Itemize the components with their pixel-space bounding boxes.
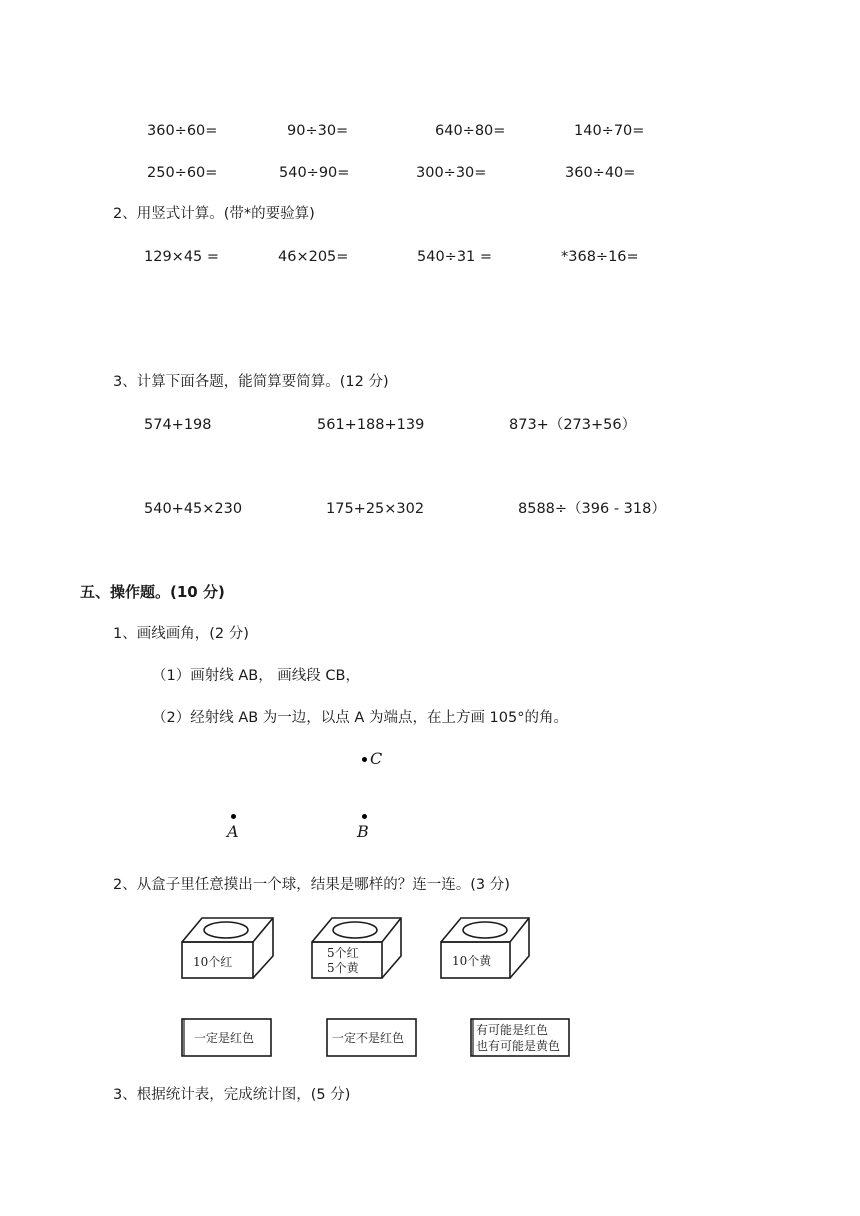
box-10-red: [182, 918, 273, 978]
calc-expr: 175+25×302: [326, 501, 425, 517]
point-a-dot: [231, 814, 236, 819]
box-10-yellow: [441, 918, 529, 978]
oral-expr: 360÷60=: [147, 123, 218, 139]
oral-expr: 540÷90=: [279, 165, 350, 181]
point-c-label: C: [370, 749, 383, 768]
calc-expr: 540+45×230: [144, 501, 243, 517]
s5-q1-title: 1、画线画角，(2 分): [113, 626, 249, 642]
calc-expr: 873+（273+56）: [509, 417, 637, 433]
s5-q1-sub2: （2）经射线 AB 为一边，以点 A 为端点，在上方画 105°的角。: [152, 710, 568, 726]
point-b-label: B: [357, 822, 369, 841]
calc-expr: 8588÷（396 - 318）: [518, 501, 666, 517]
result-1-text: 一定是红色: [194, 1031, 255, 1045]
oral-expr: 90÷30=: [287, 123, 349, 139]
s5-q2-title: 2、从盒子里任意摸出一个球，结果是哪样的？连一连。(3 分): [113, 877, 510, 893]
point-a-label: A: [227, 822, 239, 841]
box-2-line2: 5个黄: [327, 961, 359, 975]
vertical-calc-expr: 129×45 =: [144, 249, 220, 265]
result-2-text: 一定不是红色: [332, 1031, 405, 1045]
point-c-dot: [362, 757, 367, 762]
s5-q3-title: 3、根据统计表，完成统计图，(5 分): [113, 1087, 351, 1103]
oral-expr: 360÷40=: [565, 165, 636, 181]
box-2-line1: 5个红: [327, 946, 359, 960]
s5-q1-sub1: （1）画射线 AB， 画线段 CB，: [152, 668, 360, 684]
box-illustrations: [0, 908, 860, 1088]
section5-title: 五、操作题。(10 分): [80, 583, 225, 601]
box-1-line1: 10个红: [193, 955, 233, 969]
vertical-calc-expr: *368÷16=: [561, 249, 639, 265]
calc-expr: 561+188+139: [317, 417, 425, 433]
q3-title: 3、计算下面各题，能简算要简算。(12 分): [113, 374, 389, 390]
point-b-dot: [362, 814, 367, 819]
oral-expr: 250÷60=: [147, 165, 218, 181]
calc-expr: 574+198: [144, 417, 212, 433]
q2-title: 2、用竖式计算。(带*的要验算): [113, 206, 315, 222]
oral-expr: 140÷70=: [574, 123, 645, 139]
result-3-line1: 有可能是红色: [476, 1023, 549, 1037]
box-3-line1: 10个黄: [452, 954, 492, 968]
result-3-line2: 也有可能是黄色: [476, 1039, 561, 1053]
vertical-calc-expr: 540÷31 =: [417, 249, 493, 265]
oral-expr: 300÷30=: [416, 165, 487, 181]
oral-expr: 640÷80=: [435, 123, 506, 139]
vertical-calc-expr: 46×205=: [278, 249, 349, 265]
